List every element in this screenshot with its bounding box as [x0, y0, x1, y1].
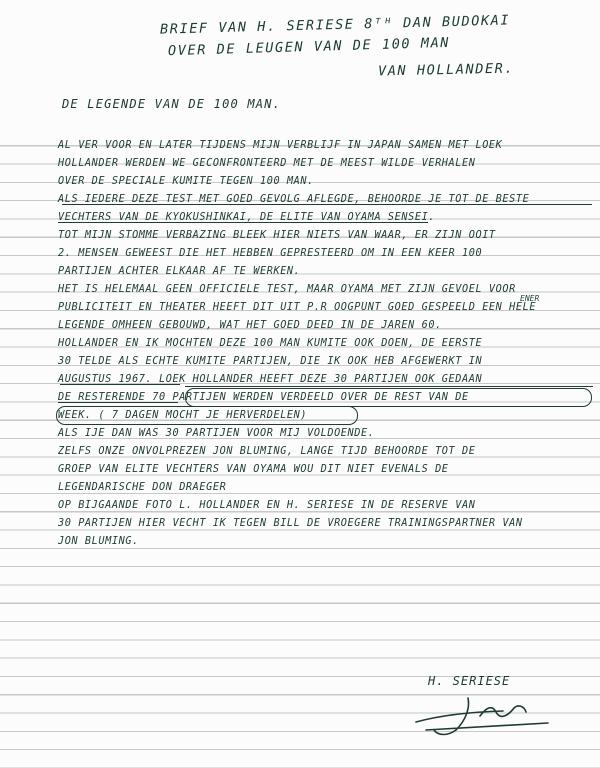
letter-line-7: 2. MENSEN GEWEEST DIE HET HEBBEN GEPRESTEERD OM IN EEN KEER 100	[58, 248, 483, 259]
underline-resterende	[58, 402, 178, 403]
header-line-1: BRIEF VAN H. SERIESE 8ᵀᴴ DAN BUDOKAI	[159, 12, 511, 38]
header-line-3: VAN HOLLANDER.	[377, 60, 515, 80]
underline-date	[60, 384, 180, 385]
signature-scribble	[408, 690, 558, 740]
letter-line-16: WEEK. ( 7 DAGEN MOCHT JE HERVERDELEN)	[58, 410, 308, 421]
letter-line-13: 30 TELDE ALS ECHTE KUMITE PARTIJEN, DIE IK OOK HEB AFGEWERKT IN	[58, 356, 483, 367]
letter-line-10: PUBLICITEIT EN THEATER HEEFT DIT UIT P.R OOGPUNT GOED GESPEELD EEN HELE	[58, 302, 537, 313]
letter-title: DE LEGENDE VAN DE 100 MAN.	[62, 97, 282, 111]
letter-line-2: HOLLANDER WERDEN WE GECONFRONTEERD MET DE MEEST WILDE VERHALEN	[58, 158, 476, 169]
letter-line-22: 30 PARTIJEN HIER VECHT IK TEGEN BILL DE VROEGERE TRAININGSPARTNER VAN	[58, 518, 523, 529]
letter-line-15: DE RESTERENDE 70 PARTIJEN WERDEN VERDEELD OVER DE REST VAN DE	[58, 392, 469, 403]
letter-line-3: OVER DE SPECIALE KUMITE TEGEN 100 MAN.	[58, 176, 314, 187]
letter-line-17: ALS IJE DAN WAS 30 PARTIJEN VOOR MIJ VOLDOENDE.	[58, 428, 375, 439]
letter-line-23: JON BLUMING.	[58, 536, 139, 547]
signature-name: H. SERIESE	[428, 674, 511, 688]
underline-hollander	[185, 386, 593, 387]
insertion-mark: ENER	[520, 294, 540, 303]
letter-line-21: OP BIJGAANDE FOTO L. HOLLANDER EN H. SERIESE IN DE RESERVE VAN	[58, 500, 476, 511]
header-line-2: OVER DE LEUGEN VAN DE 100 MAN	[167, 34, 451, 60]
letter-line-19: GROEP VAN ELITE VECHTERS VAN OYAMA WOU DIT NIET EVENALS DE	[58, 464, 449, 475]
letter-line-8: PARTIJEN ACHTER ELKAAR AF TE WERKEN.	[58, 266, 301, 277]
letter-line-1: AL VER VOOR EN LATER TIJDENS MIJN VERBLIJF IN JAPAN SAMEN MET LOEK	[58, 140, 503, 151]
letter-line-6: TOT MIJN STOMME VERBAZING BLEEK HIER NIETS VAN WAAR, ER ZIJN OOIT	[58, 230, 496, 241]
letter-line-9: HET IS HELEMAAL GEEN OFFICIELE TEST, MAAR OYAMA MET ZIJN GEVOEL VOOR	[58, 284, 516, 295]
letter-line-14: AUGUSTUS 1967. LOEK HOLLANDER HEEFT DEZE 30 PARTIJEN OOK GEDAAN	[58, 374, 483, 385]
letter-line-18: ZELFS ONZE ONVOLPREZEN JON BLUMING, LANGE TIJD BEHOORDE TOT DE	[58, 446, 476, 457]
letter-line-12: HOLLANDER EN IK MOCHTEN DEZE 100 MAN KUMITE OOK DOEN, DE EERSTE	[58, 338, 483, 349]
underline-best-fighters	[62, 204, 592, 205]
circled-week	[56, 406, 358, 425]
circled-70-partijen	[185, 388, 592, 407]
letter-line-20: LEGENDARISCHE DON DRAEGER	[58, 482, 227, 493]
letter-line-4: ALS IEDERE DEZE TEST MET GOED GEVOLG AFLEGDE, BEHOORDE JE TOT DE BESTE	[58, 194, 530, 205]
letter-line-5: VECHTERS VAN DE KYOKUSHINKAI, DE ELITE VAN OYAMA SENSEI.	[58, 212, 436, 223]
letter-line-11: LEGENDE OMHEEN GEBOUWD, WAT HET GOED DEED IN DE JAREN 60.	[58, 320, 442, 331]
underline-elite	[58, 222, 428, 223]
